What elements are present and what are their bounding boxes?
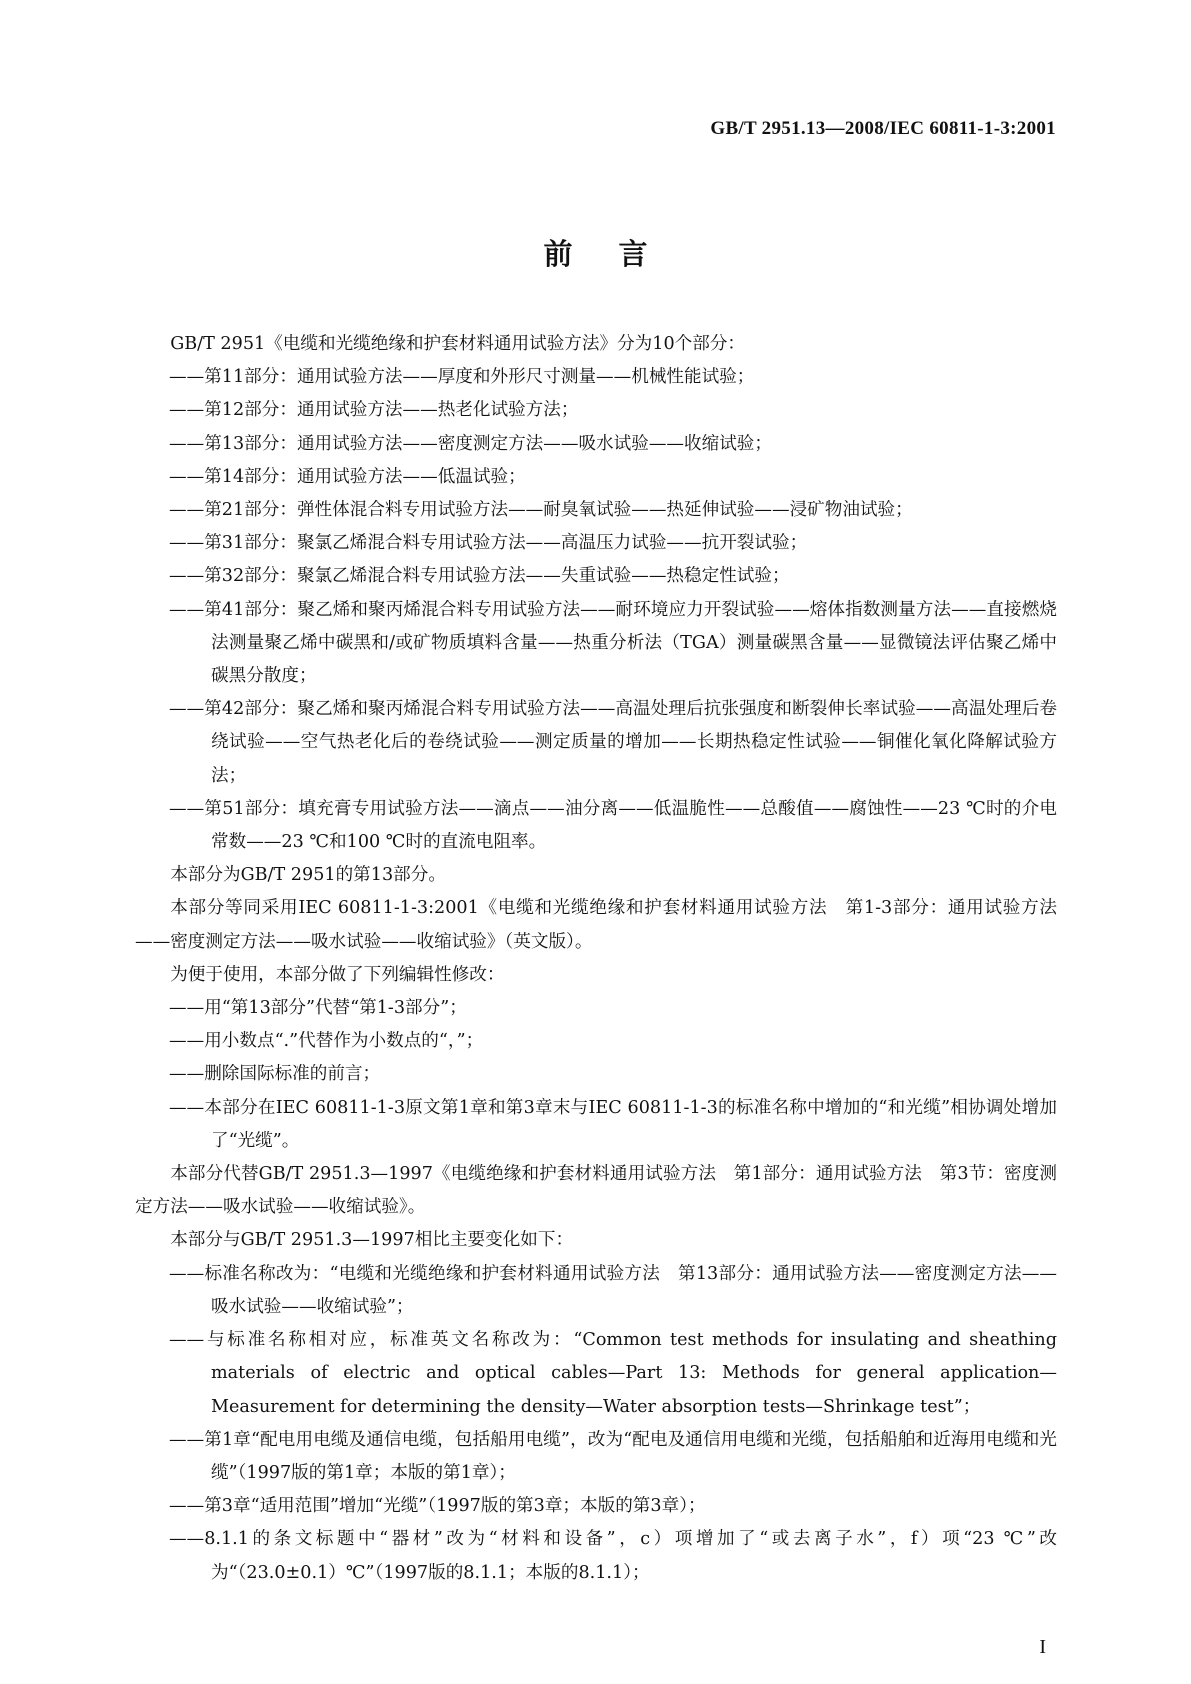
list-item: ——第1章“配电用电缆及通信电缆，包括船用电缆”，改为“配电及通信用电缆和光缆，包括船舶和近海用电缆和光缆”（1997版的第1章；本版的第1章）； — [169, 1429, 1057, 1483]
paragraph: 为便于使用，本部分做了下列编辑性修改： — [170, 964, 505, 985]
foreword-body — [135, 328, 1057, 1590]
list-item: ——本部分在IEC 60811-1-3原文第1章和第3章末与IEC 60811-1-3的标准名称中增加的“和光缆”相协调处增加了“光缆”。 — [169, 1097, 1057, 1151]
list-item: ——用“第13部分”代替“第1-3部分”； — [169, 998, 467, 1019]
list-item: ——第41部分：聚乙烯和聚丙烯混合料专用试验方法——耐环境应力开裂试验——熔体指数测量方法——直接燃烧法测量聚乙烯中碳黑和/或矿物质填料含量——热重分析法（TGA）测量碳黑含量——显微镜法评估聚乙烯中碳黑分散度； — [169, 599, 1057, 687]
list-item: ——第11部分：通用试验方法——厚度和外形尺寸测量——机械性能试验； — [169, 367, 755, 388]
list-item: ——第13部分：通用试验方法——密度测定方法——吸水试验——收缩试验； — [169, 433, 772, 454]
list-item: ——用小数点“.”代替作为小数点的“，”； — [169, 1031, 484, 1052]
list-item: ——第3章“适用范围”增加“光缆”（1997版的第3章；本版的第3章）； — [169, 1496, 706, 1517]
list-item: ——第32部分：聚氯乙烯混合料专用试验方法——失重试验——热稳定性试验； — [169, 566, 790, 587]
list-item: ——8.1.1的条文标题中“器材”改为“材料和设备”，c）项增加了“或去离子水”，f）项“23 ℃”改为“（23.0±0.1）℃”（1997版的8.1.1；本版的8.1.1）； — [169, 1529, 1057, 1583]
list-item: ——第42部分：聚乙烯和聚丙烯混合料专用试验方法——高温处理后抗张强度和断裂伸长率试验——高温处理后卷绕试验——空气热老化后的卷绕试验——测定质量的增加——长期热稳定性试验——铜催化氧化降解试验方法； — [169, 699, 1057, 786]
paragraph: 本部分与GB/T 2951.3—1997相比主要变化如下： — [170, 1230, 574, 1251]
list-item: ——第31部分：聚氯乙烯混合料专用试验方法——高温压力试验——抗开裂试验； — [169, 533, 808, 554]
list-item: ——第21部分：弹性体混合料专用试验方法——耐臭氧试验——热延伸试验——浸矿物油试验； — [169, 500, 913, 521]
page-number: I — [1039, 1636, 1046, 1658]
list-item: ——标准名称改为：“电缆和光缆绝缘和护套材料通用试验方法 第13部分：通用试验方法——密度测定方法——吸水试验——收缩试验”； — [169, 1263, 1057, 1317]
list-item: ——与标准名称相对应，标准英文名称改为：“Common test methods for insulating and sheathing materials of electric and optical cables—Part 13: Methods for general application—Measurement for determining the density—Water absorption tests—Shrinkage test”； — [169, 1330, 1057, 1417]
list-item: ——第51部分：填充膏专用试验方法——滴点——油分离——低温脆性——总酸值——腐蚀性——23 ℃时的介电常数——23 ℃和100 ℃时的直流电阻率。 — [169, 798, 1057, 853]
paragraph: 本部分为GB/T 2951的第13部分。 — [170, 865, 446, 886]
paragraph: 本部分代替GB/T 2951.3—1997《电缆绝缘和护套材料通用试验方法 第1部分：通用试验方法 第3节：密度测定方法——吸水试验——收缩试验》。 — [135, 1164, 1057, 1218]
paragraph: 本部分等同采用IEC 60811-1-3:2001《电缆和光缆绝缘和护套材料通用试验方法 第1-3部分：通用试验方法——密度测定方法——吸水试验——收缩试验》（英文版）。 — [135, 898, 1057, 952]
list-item: ——第12部分：通用试验方法——热老化试验方法； — [169, 400, 579, 421]
standard-number: GB/T 2951.13—2008/IEC 60811-1-3:2001 — [710, 118, 1056, 139]
list-item: ——删除国际标准的前言； — [169, 1064, 381, 1085]
list-item: ——第14部分：通用试验方法——低温试验； — [169, 466, 526, 487]
page-title: 前言 — [543, 237, 694, 271]
paragraph: GB/T 2951《电缆和光缆绝缘和护套材料通用试验方法》分为10个部分： — [170, 334, 746, 354]
